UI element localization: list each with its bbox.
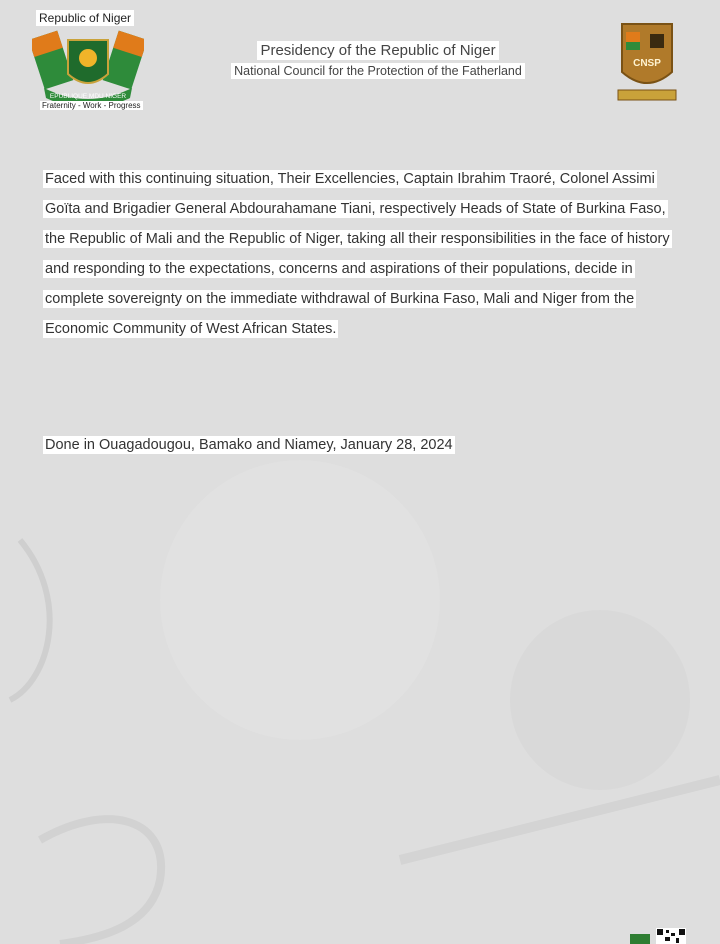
country-label: Republic of Niger <box>36 10 134 26</box>
corner-badge <box>630 934 650 944</box>
national-motto: Fraternity - Work - Progress <box>42 101 141 110</box>
cnsp-emblem-text: CNSP <box>633 58 661 69</box>
declaration-paragraph: Faced with this continuing situation, Their Excellencies, Captain Ibrahim Traoré, Colonel Assimi Goïta and Brigadier General Abdourahamane Tiani, respectively Heads of State of Burkina Faso, the Republic of Mali and the Republic of Niger, taking all their responsibilities in the face of history and responding to the expectations, concerns and aspirations of their populations, decide in complete sovereignty on the immediate withdrawal of Burkina Faso, Mali and Niger from the Economic Community of West African States. <box>45 171 670 337</box>
coat-banner-text: EPUBLIQUE MDU NIGER <box>49 93 127 100</box>
document-subtitle: National Council for the Protection of the Fatherland <box>0 64 720 78</box>
qr-code-icon <box>656 928 686 944</box>
signoff-line: Done in Ouagadougou, Bamako and Niamey, January 28, 2024 <box>45 437 453 453</box>
document-title: Presidency of the Republic of Niger <box>0 42 720 59</box>
cnsp-emblem-logo <box>616 18 678 104</box>
